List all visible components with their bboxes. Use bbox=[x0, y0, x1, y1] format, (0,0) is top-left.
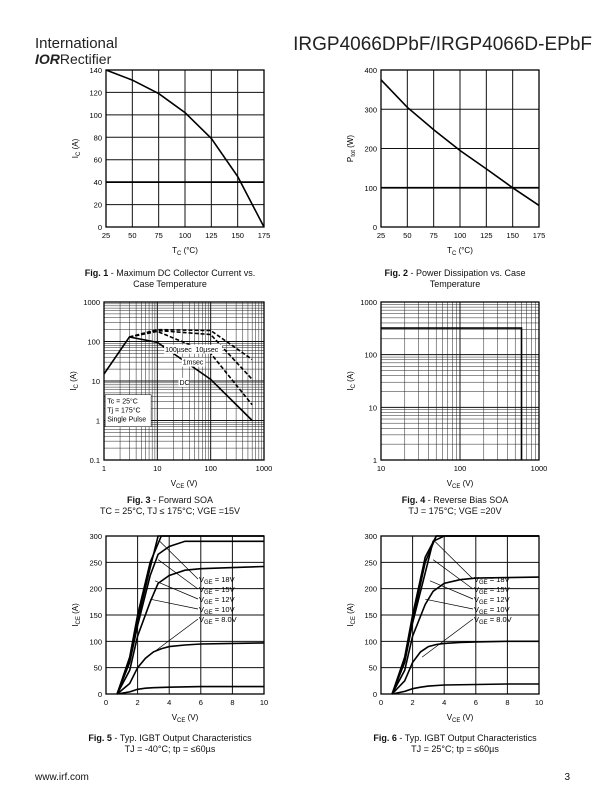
chart-fig4 bbox=[330, 290, 570, 490]
legend-label: $V_{GE} = 15V$ bbox=[474, 585, 510, 596]
series-line bbox=[392, 577, 539, 694]
x-axis-label: $V_{CE}$ (V) bbox=[446, 713, 474, 724]
y-axis-label: $P_{tot}$ (W) bbox=[346, 134, 357, 163]
y-tick-label: 0 bbox=[372, 690, 377, 699]
x-tick-label: 100 bbox=[453, 464, 467, 473]
x-tick-label: 2 bbox=[410, 698, 415, 707]
y-axis-label: $I_{CE}$ (A) bbox=[71, 603, 82, 627]
caption-fig6: Fig. 6 - Typ. IGBT Output Characteristics TJ = 25°C; tp = ≤60µs bbox=[373, 733, 537, 754]
chart-fig6 bbox=[330, 528, 570, 733]
chart-fig3 bbox=[40, 290, 280, 490]
legend-leader bbox=[160, 541, 198, 579]
chart-fig1 bbox=[40, 60, 280, 257]
series-line bbox=[129, 331, 252, 404]
y-axis-label: $I_C$ (A) bbox=[346, 371, 357, 391]
y-tick-label: 300 bbox=[364, 532, 377, 541]
x-tick-label: 2 bbox=[135, 698, 140, 707]
caption-fig5: Fig. 5 - Typ. IGBT Output Characteristics TJ = -40°C; tp = ≤60µs bbox=[88, 733, 252, 754]
annotation-label: 100µsec bbox=[165, 346, 192, 354]
y-tick-label: 50 bbox=[93, 663, 102, 673]
x-tick-label: 75 bbox=[154, 231, 163, 240]
x-axis-label: $V_{CE}$ (V) bbox=[446, 479, 474, 490]
x-tick-label: 0 bbox=[103, 698, 109, 707]
y-tick-label: 250 bbox=[364, 558, 377, 568]
x-tick-label: 10 bbox=[376, 464, 386, 473]
x-tick-label: 175 bbox=[257, 231, 271, 240]
y-tick-label: 300 bbox=[364, 105, 377, 115]
y-tick-label: 10 bbox=[368, 403, 377, 413]
x-axis-label: $V_{CE}$ (V) bbox=[170, 479, 198, 490]
series-line bbox=[117, 541, 264, 694]
legend-label: $V_{GE} = 18V$ bbox=[199, 575, 235, 586]
y-tick-label: 100 bbox=[87, 337, 100, 347]
y-tick-label: 100 bbox=[364, 350, 377, 360]
legend-text: Single Pulse bbox=[107, 416, 147, 424]
y-tick-label: 1000 bbox=[360, 298, 377, 307]
logo-line1: International bbox=[35, 35, 118, 52]
legend-label: $V_{GE} = 8.0V$ bbox=[199, 615, 237, 626]
x-tick-label: 4 bbox=[167, 698, 172, 707]
y-tick-label: 20 bbox=[93, 200, 102, 210]
legend-leader bbox=[147, 619, 198, 657]
x-tick-label: 25 bbox=[376, 231, 386, 240]
x-tick-label: 10 bbox=[153, 464, 162, 473]
x-tick-label: 1000 bbox=[530, 464, 548, 473]
legend-label: $V_{GE} = 10V$ bbox=[474, 605, 510, 616]
y-axis-label: $I_{CE}$ (A) bbox=[346, 603, 357, 627]
chart-fig2 bbox=[330, 60, 570, 260]
x-tick-label: 1000 bbox=[255, 464, 273, 473]
series-line bbox=[117, 687, 264, 694]
logo-ior: IOR bbox=[35, 51, 60, 67]
annotation-label: DC bbox=[179, 379, 190, 387]
y-tick-label: 100 bbox=[364, 183, 377, 193]
x-tick-label: 75 bbox=[429, 231, 438, 240]
part-number: IRGP4066DPbF/IRGP4066D-EPbF bbox=[293, 34, 592, 55]
logo-rectifier: Rectifier bbox=[59, 51, 112, 67]
y-tick-label: 100 bbox=[364, 637, 377, 647]
x-tick-label: 6 bbox=[198, 698, 203, 707]
y-tick-label: 1000 bbox=[83, 298, 100, 307]
series-line bbox=[392, 684, 539, 694]
x-tick-label: 8 bbox=[505, 698, 510, 707]
x-tick-label: 8 bbox=[230, 698, 235, 707]
caption-fig4: Fig. 4 - Reverse Bias SOA TJ = 175°C; VGE =20V bbox=[401, 495, 509, 516]
chart-fig5 bbox=[40, 528, 280, 733]
x-tick-label: 10 bbox=[534, 698, 544, 707]
caption-fig1: Fig. 1 - Maximum DC Collector Current vs. Case Temperature bbox=[84, 268, 256, 289]
y-tick-label: 400 bbox=[364, 66, 377, 75]
legend-label: $V_{GE} = 12V$ bbox=[474, 595, 510, 606]
legend-leader bbox=[422, 619, 473, 657]
legend-leader bbox=[425, 599, 473, 609]
y-tick-label: 150 bbox=[364, 611, 377, 620]
y-tick-label: 200 bbox=[89, 584, 102, 594]
x-tick-label: 6 bbox=[473, 698, 478, 707]
y-tick-label: 150 bbox=[89, 611, 102, 620]
legend-text: Tj = 175°C bbox=[107, 407, 141, 415]
y-tick-label: 200 bbox=[364, 144, 377, 154]
footer-page: 3 bbox=[564, 772, 570, 783]
legend-leader bbox=[155, 581, 198, 599]
x-tick-label: 125 bbox=[205, 231, 218, 240]
y-tick-label: 60 bbox=[93, 155, 102, 165]
y-tick-label: 140 bbox=[89, 66, 102, 75]
y-tick-label: 300 bbox=[89, 532, 102, 541]
x-axis-label: $V_{CE}$ (V) bbox=[171, 713, 199, 724]
x-tick-label: 1 bbox=[101, 464, 107, 473]
y-tick-label: 0 bbox=[97, 690, 102, 699]
y-tick-label: 100 bbox=[89, 637, 102, 647]
footer-url: www.irf.com bbox=[35, 772, 89, 783]
y-tick-label: 200 bbox=[364, 584, 377, 594]
x-tick-label: 10 bbox=[259, 698, 269, 707]
legend-text: Tc = 25°C bbox=[107, 398, 138, 406]
x-tick-label: 125 bbox=[480, 231, 493, 240]
y-tick-label: 0.1 bbox=[89, 456, 100, 465]
legend-label: $V_{GE} = 8.0V$ bbox=[474, 615, 512, 626]
x-axis-label: $T_C$ (°C) bbox=[447, 246, 473, 257]
x-tick-label: 175 bbox=[532, 231, 546, 240]
legend-label: $V_{GE} = 18V$ bbox=[474, 575, 510, 586]
x-tick-label: 150 bbox=[231, 231, 244, 240]
y-tick-label: 1 bbox=[95, 416, 100, 426]
y-tick-label: 100 bbox=[89, 110, 102, 120]
y-tick-label: 0 bbox=[372, 223, 377, 232]
x-tick-label: 50 bbox=[403, 231, 412, 240]
y-tick-label: 50 bbox=[368, 663, 377, 673]
series-line bbox=[381, 328, 522, 460]
annotation-label: 1msec bbox=[182, 359, 204, 367]
y-tick-label: 40 bbox=[93, 178, 102, 188]
x-tick-label: 25 bbox=[101, 231, 111, 240]
legend-label: $V_{GE} = 12V$ bbox=[199, 595, 235, 606]
x-tick-label: 50 bbox=[128, 231, 137, 240]
y-axis-label: $I_C$ (A) bbox=[69, 371, 80, 391]
y-tick-label: 0 bbox=[97, 223, 102, 232]
y-tick-label: 250 bbox=[89, 558, 102, 568]
x-tick-label: 4 bbox=[442, 698, 447, 707]
y-tick-label: 120 bbox=[89, 88, 102, 98]
x-tick-label: 100 bbox=[204, 464, 217, 473]
x-tick-label: 150 bbox=[506, 231, 519, 240]
x-tick-label: 0 bbox=[378, 698, 384, 707]
caption-fig2: Fig. 2 - Power Dissipation vs. Case Temperature bbox=[384, 268, 526, 289]
y-axis-label: $I_C$ (A) bbox=[71, 138, 82, 159]
x-tick-label: 100 bbox=[453, 231, 467, 240]
series-line bbox=[117, 567, 264, 695]
caption-fig3: Fig. 3 - Forward SOA TC = 25°C, TJ ≤ 175°C; VGE =15V bbox=[99, 495, 241, 516]
x-axis-label: $T_C$ (°C) bbox=[172, 246, 198, 257]
y-tick-label: 80 bbox=[93, 133, 102, 143]
x-tick-label: 100 bbox=[178, 231, 192, 240]
series-line bbox=[129, 331, 252, 380]
y-tick-label: 1 bbox=[372, 456, 377, 465]
annotation-label: 10µsec bbox=[195, 346, 219, 354]
legend-label: $V_{GE} = 10V$ bbox=[199, 605, 235, 616]
legend-label: $V_{GE} = 15V$ bbox=[199, 585, 235, 596]
y-tick-label: 10 bbox=[91, 377, 100, 386]
legend-leader bbox=[150, 599, 198, 609]
legend-leader bbox=[435, 541, 473, 579]
